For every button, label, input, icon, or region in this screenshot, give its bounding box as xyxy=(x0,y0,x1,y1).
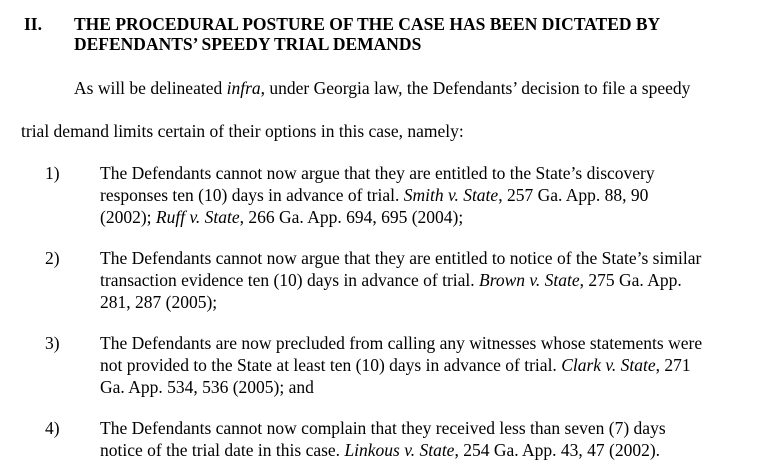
text-run: not provided to the State at least ten (10) days in advance of trial. xyxy=(100,355,562,375)
case-citation: Brown v. State xyxy=(479,270,580,290)
list-item-line: The Defendants are now precluded from calling any witnesses whose statements were xyxy=(100,333,703,353)
case-citation: Linkous v. State xyxy=(344,440,455,460)
list-item-line xyxy=(100,184,760,206)
list-item-line: The Defendants cannot now argue that they are entitled to notice of the State’s similar xyxy=(100,248,702,268)
text-run: , 271 xyxy=(655,355,691,375)
intro-text: As will be delineated xyxy=(74,78,227,98)
case-citation: Ruff v. State xyxy=(155,207,240,227)
list-item-number: 4) xyxy=(45,418,60,438)
list-item-text xyxy=(100,162,760,228)
text-run: transaction evidence ten (10) days in advance of trial. xyxy=(100,270,480,290)
list-item-number: 3) xyxy=(45,333,60,353)
text-run: notice of the trial date in this case. xyxy=(100,440,345,460)
list-item-line: 281, 287 (2005); xyxy=(100,292,218,312)
text-run: (2002); xyxy=(100,207,156,227)
text-run: , 254 Ga. App. 43, 47 (2002). xyxy=(454,440,661,460)
case-citation: Clark v. State xyxy=(561,355,656,375)
section-number: II. xyxy=(24,14,42,34)
list-item-number: 1) xyxy=(45,163,60,183)
list-item-line xyxy=(100,269,760,291)
list-item-line: The Defendants cannot now complain that they received less than seven (7) days xyxy=(100,418,666,438)
intro-emphasis: infra xyxy=(226,78,261,98)
section-title-line-2: DEFENDANTS’ SPEEDY TRIAL DEMANDS xyxy=(74,34,422,54)
list-item-line xyxy=(100,354,760,376)
list-item-number: 2) xyxy=(45,248,60,268)
list-item-text xyxy=(100,247,760,313)
text-run: , 257 Ga. App. 88, 90 xyxy=(498,185,649,205)
list-item-line xyxy=(100,439,760,461)
text-run: , 275 Ga. App. xyxy=(579,270,682,290)
text-run: responses ten (10) days in advance of trial. xyxy=(100,185,404,205)
intro-line-2: trial demand limits certain of their options in this case, namely: xyxy=(21,121,464,141)
section-title xyxy=(74,14,754,54)
list-item-line: Ga. App. 534, 536 (2005); and xyxy=(100,377,314,397)
case-citation: Smith v. State xyxy=(403,185,499,205)
list-item-text xyxy=(100,417,760,461)
list-item-text xyxy=(100,332,760,398)
list-item-line xyxy=(100,206,760,228)
section-title-line-1: THE PROCEDURAL POSTURE OF THE CASE HAS BEEN DICTATED BY xyxy=(74,14,661,34)
list-item-line: The Defendants cannot now argue that they are entitled to the State’s discovery xyxy=(100,163,655,183)
intro-text: , under Georgia law, the Defendants’ decision to file a speedy xyxy=(260,78,691,98)
text-run: , 266 Ga. App. 694, 695 (2004); xyxy=(239,207,464,227)
intro-line-1 xyxy=(74,78,690,98)
